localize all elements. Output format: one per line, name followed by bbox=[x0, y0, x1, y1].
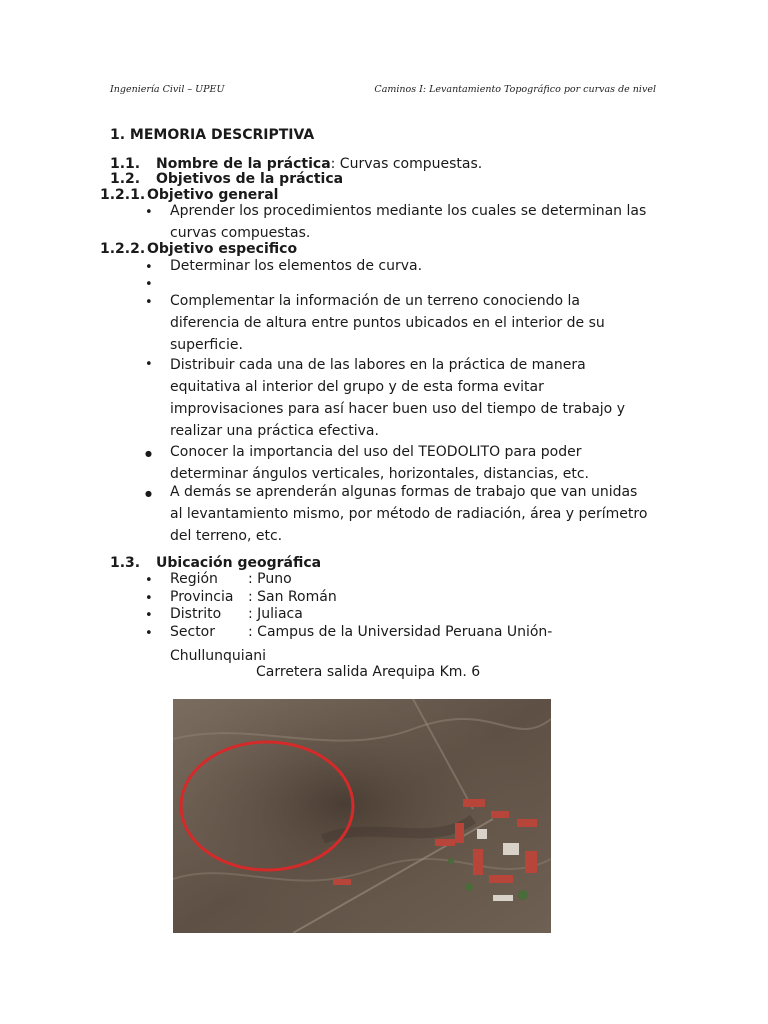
header-right: Caminos I: Levantamiento Topográfico por curvas de nivel bbox=[374, 84, 656, 95]
specific-objective-heading: Objetivo especifico bbox=[147, 241, 298, 257]
location-value-district: : Juliaca bbox=[248, 606, 303, 622]
text-line: Aprender los procedimientos mediante los cuales se determinan las bbox=[170, 203, 647, 219]
section-number-1-2-2: 1.2.2. bbox=[100, 241, 146, 257]
location-value-region: : Puno bbox=[248, 571, 292, 587]
bullet-marker: • bbox=[145, 626, 153, 641]
bullet-marker: • bbox=[145, 357, 153, 372]
text-line: Determinar los elementos de curva. bbox=[170, 258, 423, 274]
specific-objective-5 bbox=[170, 441, 656, 485]
location-label-region: Región bbox=[170, 571, 218, 587]
text-line: Distribuir cada una de las labores en la práctica de manera bbox=[170, 357, 586, 373]
specific-objective-4 bbox=[170, 354, 656, 442]
text-line: improvisaciones para así hacer buen uso del tiempo de trabajo y bbox=[170, 401, 625, 417]
location-value-sector: : Campus de la Universidad Peruana Unión- bbox=[248, 624, 553, 640]
location-label-district: Distrito bbox=[170, 606, 222, 622]
bullet-marker: • bbox=[145, 295, 153, 310]
bullet-marker: ● bbox=[145, 449, 152, 458]
bullet-marker: • bbox=[145, 205, 153, 220]
aerial-photo bbox=[173, 699, 551, 933]
section-number-1-2-1: 1.2.1. bbox=[100, 187, 146, 203]
practice-name-label: Nombre de la práctica bbox=[156, 156, 331, 172]
sector-continuation: Chullunquiani bbox=[170, 648, 267, 664]
specific-objective-3 bbox=[170, 290, 656, 356]
text-line: equitativa al interior del grupo y de esta forma evitar bbox=[170, 379, 544, 395]
practice-name-value: : Curvas compuestas. bbox=[330, 156, 483, 172]
text-line: superficie. bbox=[170, 337, 243, 353]
general-objective-text bbox=[170, 200, 656, 244]
bullet-marker: • bbox=[145, 573, 153, 588]
text-line: Conocer la importancia del uso del TEODOLITO para poder bbox=[170, 444, 582, 460]
location-label-sector: Sector bbox=[170, 624, 216, 640]
objectives-heading: Objetivos de la práctica bbox=[156, 171, 344, 187]
general-objective-heading: Objetivo general bbox=[147, 187, 279, 203]
location-label-province: Provincia bbox=[170, 589, 234, 605]
text-line: Complementar la información de un terreno conociendo la bbox=[170, 293, 580, 309]
section-number-1-2: 1.2. bbox=[110, 171, 141, 187]
text-line: A demás se aprenderán algunas formas de trabajo que van unidas bbox=[170, 484, 638, 500]
text-line: realizar una práctica efectiva. bbox=[170, 423, 379, 439]
location-heading: Ubicación geográfica bbox=[156, 555, 322, 571]
road-description: Carretera salida Arequipa Km. 6 bbox=[256, 664, 481, 680]
text-line: curvas compuestas. bbox=[170, 225, 311, 241]
text-line: diferencia de altura entre puntos ubicados en el interior de su bbox=[170, 315, 605, 331]
header-left: Ingeniería Civil – UPEU bbox=[110, 84, 225, 95]
specific-objective-6 bbox=[170, 481, 656, 547]
section-title: 1. MEMORIA DESCRIPTIVA bbox=[110, 127, 315, 143]
bullet-marker: • bbox=[145, 608, 153, 623]
location-value-province: : San Román bbox=[248, 589, 337, 605]
bullet-marker: ● bbox=[145, 489, 152, 498]
text-line: determinar ángulos verticales, horizontales, distancias, etc. bbox=[170, 466, 589, 482]
section-number-1-1: 1.1. bbox=[110, 156, 141, 172]
section-number-1-3: 1.3. bbox=[110, 555, 141, 571]
specific-objective-1 bbox=[170, 255, 656, 277]
bullet-marker: • bbox=[145, 260, 153, 275]
bullet-marker: • bbox=[145, 591, 153, 606]
text-line: del terreno, etc. bbox=[170, 528, 283, 544]
bullet-marker: • bbox=[145, 277, 153, 292]
text-line: al levantamiento mismo, por método de radiación, área y perímetro bbox=[170, 506, 648, 522]
